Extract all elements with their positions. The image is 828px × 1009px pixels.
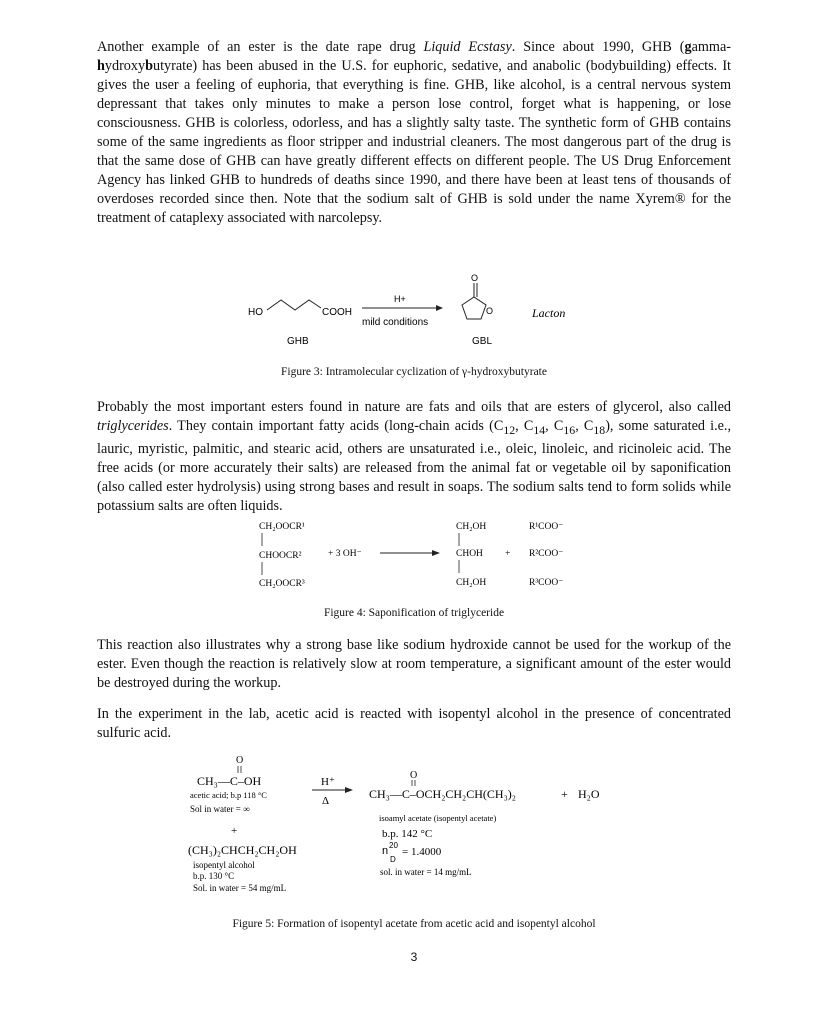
para1-text-d: ydroxy: [104, 58, 146, 74]
water-formula: H₂O: [578, 787, 600, 801]
carboxylate-3: R³COO⁻: [529, 578, 564, 588]
para2-text-b: . They contain important fatty acids (long-chain acids (C: [168, 418, 504, 434]
sub-c16: 16: [563, 422, 576, 437]
para1-text-a: Another example of an ester is the date rape drug: [97, 39, 424, 55]
acetic-acid-solubility: Sol in water = ∞: [190, 804, 250, 814]
para1-text-c: amma-: [691, 39, 731, 55]
glycerol-row-3: CH₂OH: [456, 578, 487, 588]
esterification-arrow-head: [345, 787, 353, 793]
figure-5-caption: Figure 5: Formation of isopentyl acetate from acetic acid and isopentyl alcohol: [232, 918, 596, 930]
glycerol-row-2: CHOH: [456, 549, 483, 559]
ghb-cooh-label: COOH: [322, 307, 352, 318]
para2-sep2: , C: [545, 418, 564, 434]
figure-3-caption: Figure 3: Intramolecular cyclization of γ-hydroxybutyrate: [281, 366, 547, 378]
acid-carbonyl-o: O: [236, 755, 244, 766]
triglycerides-term: triglycerides: [97, 418, 169, 434]
para2-text-c: ), some saturated i.e., lauric, myristic, palmitic, and stearic acid, others are unsaturated i.e., oleic, linoleic, and ricinoleic acid. The free acids (or more accurately their salts) are released from the animal fat or vegetable oil by saponification (also called ester hydrolysis) using strong bases and result in soaps. The sodium salts tend to form solids while potassium salts are often liquids.: [97, 418, 732, 514]
plus-sign-1: +: [231, 825, 238, 837]
isoamyl-acetate-formula: CH₃—C–OCH₂CH₂CH(CH₃)₂: [369, 787, 516, 801]
catalyst-label: H+: [394, 294, 406, 304]
saponification-arrow-head: [432, 550, 440, 556]
figure-4-saponification: [250, 515, 590, 595]
para2-text-a: Probably the most important esters found in nature are fats and oils that are esters of glycerol, also called: [97, 399, 731, 415]
acetic-acid-info: acetic acid; b.p 118 °C: [190, 790, 267, 800]
acronym-b: b: [145, 58, 153, 74]
catalyst-label: H⁺: [321, 776, 335, 788]
figure-4-caption: Figure 4: Saponification of triglyceride: [323, 607, 505, 619]
plus-sign-2: +: [561, 787, 568, 801]
page-number: 3: [410, 950, 418, 964]
isopentyl-alcohol-solubility: Sol. in water = 54 mg/mL: [193, 883, 287, 893]
sub-c12: 12: [503, 422, 516, 437]
refractive-index-d: D: [390, 855, 396, 864]
acronym-g: g: [684, 39, 692, 55]
glycerol-row-1: CH₂OH: [456, 522, 487, 532]
isoamyl-acetate-name: isoamyl acetate (isopentyl acetate): [379, 813, 497, 823]
paragraph-ghb: [97, 38, 731, 228]
triglyceride-row-3: CH₂OOCR³: [259, 579, 305, 589]
gbl-ring-o: O: [486, 306, 494, 316]
ghb-chain-bonds: [267, 300, 321, 310]
ester-carbonyl-o: O: [410, 770, 418, 781]
drug-name: Liquid Ecstasy: [423, 39, 512, 55]
paragraph-triglycerides: [97, 398, 731, 516]
plus-sign: +: [505, 549, 511, 559]
sub-c14: 14: [533, 422, 546, 437]
isopentyl-alcohol-name: isopentyl alcohol: [193, 860, 255, 870]
refractive-index-value: = 1.4000: [402, 846, 442, 858]
figure-5-esterification: [185, 752, 625, 902]
refractive-index-symbol: n: [382, 845, 389, 857]
figure-3-reaction: [240, 268, 600, 350]
hydroxide-reagent: + 3 OH⁻: [328, 549, 362, 559]
paragraph-experiment: In the experiment in the lab, acetic acid is reacted with isopentyl alcohol in the presence of concentrated sulfuric acid.: [97, 706, 731, 741]
paragraph-workup: This reaction also illustrates why a strong base like sodium hydroxide cannot be used for the workup of the ester. Even though the reaction is relatively slow at room temperature, a significant amount of the ester would be destroyed during the workup.: [97, 637, 731, 691]
sub-c18: 18: [593, 422, 606, 437]
carboxylate-1: R¹COO⁻: [529, 522, 564, 532]
heat-label: Δ: [322, 795, 330, 807]
ghb-label: GHB: [287, 336, 309, 347]
acetic-acid-formula: CH₃—C–OH: [197, 774, 262, 788]
conditions-label: mild conditions: [362, 317, 429, 328]
acronym-h: h: [97, 58, 105, 74]
triglyceride-row-1: CH₂OOCR¹: [259, 522, 305, 532]
gbl-ring: [462, 297, 486, 319]
lacton-label: Lacton: [532, 306, 566, 320]
para2-sep3: , C: [575, 418, 594, 434]
refractive-index-temp: 20: [389, 841, 398, 850]
reaction-arrow-head: [436, 305, 443, 311]
para1-text-b: . Since about 1990, GHB (: [511, 39, 685, 55]
carboxylate-2: R²COO⁻: [529, 549, 564, 559]
para1-text-e: utyrate) has been abused in the U.S. for euphoric, sedative, and anabolic (bodybuilding) effects. It gives the user a feeling of euphoria, that everything is fine. GHB, like alcohol, is a central nervous system depressant that takes only minutes to make a person lose control, forget what is happening, or lose consciousness. GHB is colorless, odorless, and has a slightly salty taste. The synthetic form of GHB contains some of the same ingredients as floor stripper and industrial cleaners. The most dangerous part of the drug is that the same dose of GHB can have greatly different effects on different people. The US Drug Enforcement Agency has linked GHB to hundreds of deaths since 1990, and there have been at least tens of thousands of overdoses recorded since then. Note that the sodium salt of GHB is sold under the name Xyrem® for the treatment of cataplexy associated with narcolepsy.: [97, 58, 731, 226]
gbl-label: GBL: [472, 336, 493, 347]
triglyceride-row-2: CHOOCR²: [259, 551, 302, 561]
isopentyl-alcohol-bp: b.p. 130 °C: [193, 871, 235, 881]
gbl-carbonyl-o: O: [471, 273, 479, 283]
para2-sep1: , C: [515, 418, 534, 434]
ghb-ho-label: HO: [248, 307, 263, 318]
isoamyl-acetate-bp: b.p. 142 °C: [382, 828, 433, 840]
isoamyl-acetate-solubility: sol. in water = 14 mg/mL: [380, 867, 472, 877]
isopentyl-alcohol-formula: (CH₃)₂CHCH₂CH₂OH: [188, 843, 297, 857]
